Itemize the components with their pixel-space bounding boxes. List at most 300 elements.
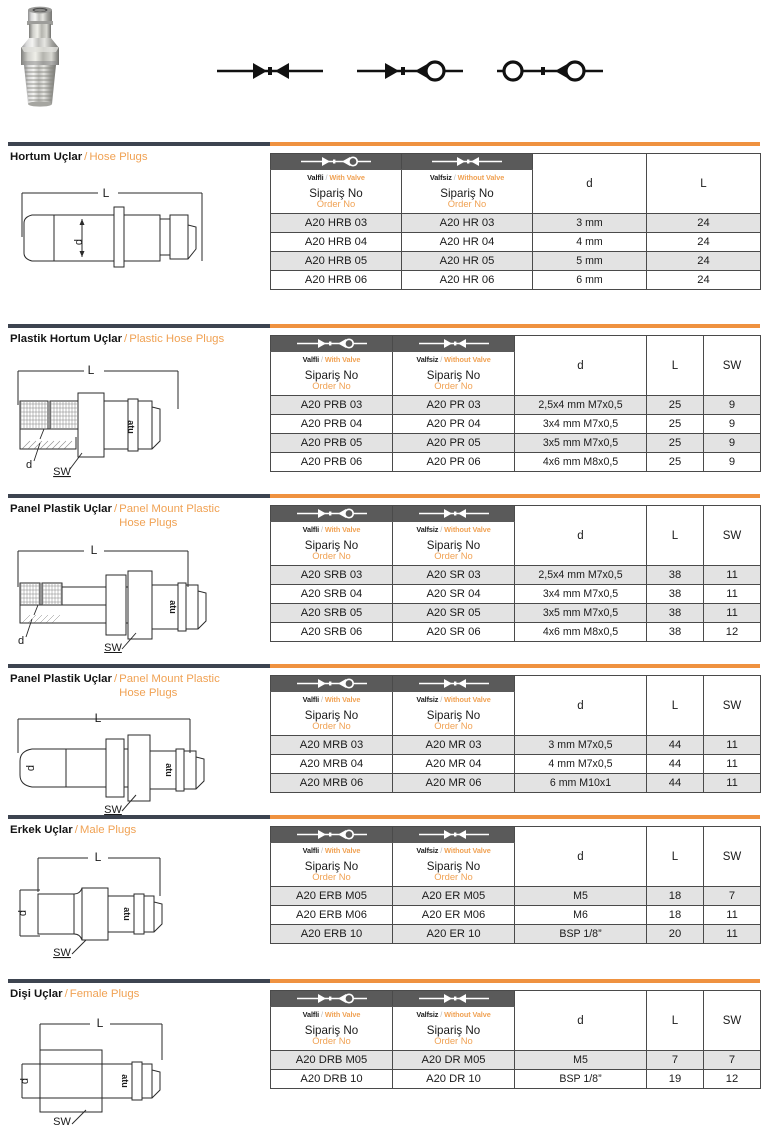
- cell-SW: 9: [704, 415, 761, 434]
- section-title-hose-plugs: Hortum Uçlar / Hose Plugs: [10, 151, 148, 163]
- cell-L: 20: [647, 925, 704, 944]
- header-order-en: Order No: [312, 549, 351, 561]
- brand-mark: atu: [120, 1074, 130, 1088]
- header-order-no-with-valve: [271, 858, 393, 887]
- header-order-no-without-valve: [402, 185, 533, 214]
- cell-d: 6 mm M10x1: [515, 774, 647, 793]
- cell-L: 25: [647, 396, 704, 415]
- cell-without-valve: A20 ER M05: [393, 887, 515, 906]
- header-order-tr: Sipariş No: [426, 708, 481, 722]
- panel-plastic-plug-drawing: [10, 541, 240, 653]
- header-order-no-with-valve: [271, 537, 393, 566]
- header-valve-with: [271, 170, 402, 186]
- header-valve-without-en: Without Valve: [444, 846, 491, 855]
- cell-L: 18: [647, 906, 704, 925]
- header-valve-without: [393, 692, 515, 708]
- cell-with-valve: A20 PRB 03: [271, 396, 393, 415]
- header-order-no-with-valve: [271, 1022, 393, 1051]
- section-title-en: Male Plugs: [79, 824, 137, 836]
- male-plug-drawing: [10, 844, 240, 959]
- cell-with-valve: A20 DRB 10: [271, 1070, 393, 1089]
- header-valve-with-en: With Valve: [324, 1010, 361, 1019]
- table-row: [271, 585, 761, 604]
- table-row: [271, 623, 761, 642]
- section-title-male-plugs: Erkek Uçlar / Male Plugs: [10, 824, 137, 836]
- cell-with-valve: A20 SRB 04: [271, 585, 393, 604]
- header-valve-with-en: With Valve: [324, 525, 361, 534]
- header-valve-without-tr: Valfsiz: [429, 173, 452, 182]
- section-title-panel-plastic-sr: Panel Plastik Uçlar / Panel Mount Plastic Hose Plugs: [10, 503, 250, 530]
- divider-dark: [8, 494, 270, 498]
- header-valve-with-en: With Valve: [324, 355, 361, 364]
- cell-L: 18: [647, 887, 704, 906]
- cell-L: 38: [647, 604, 704, 623]
- cell-without-valve: A20 ER M06: [393, 906, 515, 925]
- coupling-symbol-with-valve: [355, 58, 465, 84]
- cell-without-valve: A20 PR 04: [393, 415, 515, 434]
- header-sep: /: [325, 173, 328, 182]
- cell-L: 38: [647, 566, 704, 585]
- section-title-tr: Hortum Uçlar: [10, 151, 83, 163]
- header-order-en: Order No: [312, 719, 351, 731]
- dimension-label-L: L: [96, 1016, 104, 1031]
- header-d: d: [515, 991, 647, 1051]
- table-row: [271, 736, 761, 755]
- cell-SW: 9: [704, 434, 761, 453]
- header-symbol-without-valve: [393, 827, 515, 843]
- section-title-tr: Dişi Uçlar: [10, 988, 63, 1000]
- table-row: [271, 774, 761, 793]
- coupling-symbol-both-valve: [495, 58, 605, 84]
- cell-without-valve: A20 PR 06: [393, 453, 515, 472]
- cell-SW: 9: [704, 396, 761, 415]
- header-d: d: [533, 154, 647, 214]
- section-title-tr: Plastik Hortum Uçlar: [10, 333, 123, 345]
- header-valve-without-tr: Valfsiz: [416, 525, 439, 534]
- header-SW: SW: [704, 506, 761, 566]
- header-order-tr: Sipariş No: [304, 859, 359, 873]
- cell-L: 19: [647, 1070, 704, 1089]
- cell-d: 3x5 mm M7x0,5: [515, 434, 647, 453]
- header-order-en: Order No: [434, 1034, 473, 1046]
- header-valve-with: [271, 692, 393, 708]
- header-order-no-without-valve: [393, 707, 515, 736]
- header-valve-without: [393, 843, 515, 859]
- section-title-female-plugs: Dişi Uçlar / Female Plugs: [10, 988, 140, 1000]
- section-divider: [0, 977, 768, 986]
- divider-orange: [270, 324, 760, 328]
- header-symbol-with-valve: [271, 827, 393, 843]
- header-symbol-without-valve: [393, 336, 515, 352]
- header-valve-without: [393, 352, 515, 368]
- header-valve-without-tr: Valfsiz: [416, 846, 439, 855]
- cell-L: 44: [647, 755, 704, 774]
- cell-L: 25: [647, 453, 704, 472]
- header-valve-without-tr: Valfsiz: [416, 695, 439, 704]
- header-sep: /: [321, 1010, 323, 1019]
- cell-without-valve: A20 SR 05: [393, 604, 515, 623]
- divider-orange: [270, 664, 760, 668]
- divider-dark: [8, 142, 270, 146]
- header-order-tr: Sipariş No: [426, 1023, 481, 1037]
- header-order-en: Order No: [434, 719, 473, 731]
- header-d: d: [515, 676, 647, 736]
- header-sep: /: [321, 525, 323, 534]
- spec-table-hose-plugs: [270, 153, 761, 290]
- cell-SW: 12: [704, 1070, 761, 1089]
- section-title-en: Female Plugs: [69, 988, 140, 1000]
- dimension-label-SW: SW: [53, 466, 71, 478]
- cell-with-valve: A20 PRB 05: [271, 434, 393, 453]
- dimension-label-L: L: [87, 363, 95, 378]
- header-d: d: [515, 506, 647, 566]
- header-L: L: [647, 336, 704, 396]
- header-symbol-without-valve: [393, 991, 515, 1007]
- section-plastic-hose-plugs: [0, 322, 768, 492]
- section-divider: [0, 140, 768, 149]
- cell-with-valve: A20 MRB 06: [271, 774, 393, 793]
- table-row: [271, 271, 761, 290]
- header-valve-with-en: With Valve: [324, 846, 361, 855]
- header-order-en: Order No: [316, 197, 356, 209]
- cell-SW: 11: [704, 906, 761, 925]
- section-panel-plastic-mr: [0, 662, 768, 813]
- cell-with-valve: A20 DRB M05: [271, 1051, 393, 1070]
- spec-table-female-plugs: [270, 990, 761, 1089]
- cell-L: 24: [647, 252, 761, 271]
- cell-without-valve: A20 SR 06: [393, 623, 515, 642]
- header-d: d: [515, 336, 647, 396]
- cell-L: 24: [647, 233, 761, 252]
- header-L: L: [647, 991, 704, 1051]
- header-symbol-with-valve: [271, 154, 402, 170]
- header-order-en: Order No: [312, 870, 351, 882]
- cell-with-valve: A20 ERB M06: [271, 906, 393, 925]
- table-row: [271, 604, 761, 623]
- dimension-label-SW: SW: [104, 804, 122, 815]
- panel-plastic-plug-long-drawing: [10, 711, 240, 815]
- header-order-en: Order No: [312, 1034, 351, 1046]
- cell-L: 44: [647, 736, 704, 755]
- header-valve-without-en: Without Valve: [457, 173, 505, 182]
- cell-without-valve: A20 MR 03: [393, 736, 515, 755]
- table-row: [271, 887, 761, 906]
- header-L: L: [647, 506, 704, 566]
- header-order-tr: Sipariş No: [304, 1023, 359, 1037]
- table-row: [271, 453, 761, 472]
- cell-d: 3 mm: [533, 214, 647, 233]
- cell-with-valve: A20 SRB 03: [271, 566, 393, 585]
- brand-mark: atu: [164, 763, 174, 777]
- header-SW: SW: [704, 827, 761, 887]
- header-order-tr: Sipariş No: [304, 538, 359, 552]
- coupling-symbol-row: [215, 58, 575, 92]
- header-sep: /: [440, 1010, 443, 1019]
- header-order-en: Order No: [312, 379, 351, 391]
- cell-d: BSP 1/8”: [515, 1070, 647, 1089]
- female-plug-drawing: [10, 1008, 240, 1126]
- cell-d: 4x6 mm M8x0,5: [515, 623, 647, 642]
- divider-dark: [8, 324, 270, 328]
- header-sep: /: [321, 846, 323, 855]
- table-row: [271, 906, 761, 925]
- dimension-label-SW: SW: [104, 642, 122, 653]
- cell-d: 2,5x4 mm M7x0,5: [515, 566, 647, 585]
- table-row: [271, 396, 761, 415]
- table-row: [271, 925, 761, 944]
- cell-SW: 11: [704, 925, 761, 944]
- header-symbol-with-valve: [271, 506, 393, 522]
- header-valve-with: [271, 352, 393, 368]
- cell-d: 4 mm: [533, 233, 647, 252]
- section-hose-plugs: [0, 140, 768, 322]
- header-d: d: [515, 827, 647, 887]
- header-valve-without-tr: Valfsiz: [416, 355, 439, 364]
- header-valve-without: [402, 170, 533, 186]
- header-L: L: [647, 827, 704, 887]
- divider-dark: [8, 664, 270, 668]
- section-title-tr: Panel Plastik Uçlar: [10, 503, 112, 515]
- cell-L: 25: [647, 415, 704, 434]
- cell-d: 5 mm: [533, 252, 647, 271]
- cell-SW: 7: [704, 1051, 761, 1070]
- cell-L: 24: [647, 271, 761, 290]
- header-order-no-with-valve: [271, 367, 393, 396]
- header-valve-with-tr: Valfli: [307, 173, 324, 182]
- divider-dark: [8, 979, 270, 983]
- coupling-symbol-without-valve: [215, 58, 325, 84]
- cell-with-valve: A20 PRB 04: [271, 415, 393, 434]
- dimension-label-SW: SW: [53, 947, 71, 959]
- dimension-label-d: d: [17, 635, 25, 647]
- cell-without-valve: A20 PR 05: [393, 434, 515, 453]
- cell-without-valve: A20 HR 03: [402, 214, 533, 233]
- header-valve-without-en: Without Valve: [444, 1010, 491, 1019]
- cell-without-valve: A20 HR 06: [402, 271, 533, 290]
- header-sep: /: [321, 355, 323, 364]
- dimension-label-SW: SW: [53, 1116, 71, 1126]
- dimension-label-d: d: [73, 238, 85, 246]
- header-valve-with: [271, 1007, 393, 1023]
- cell-d: 3x5 mm M7x0,5: [515, 604, 647, 623]
- cell-with-valve: A20 MRB 03: [271, 736, 393, 755]
- header-symbol-without-valve: [393, 676, 515, 692]
- header-symbol-with-valve: [271, 676, 393, 692]
- header-valve-with-tr: Valfli: [302, 846, 320, 855]
- spec-table-panel-plastic-mr: [270, 675, 761, 793]
- header-order-tr: Sipariş No: [304, 368, 359, 382]
- cell-d: 2,5x4 mm M7x0,5: [515, 396, 647, 415]
- section-title-en: Panel Mount Plastic Hose Plugs: [119, 673, 220, 699]
- section-title-en: Hose Plugs: [89, 151, 148, 163]
- brand-mark: atu: [168, 600, 178, 614]
- header-SW: SW: [704, 676, 761, 736]
- header-valve-with-tr: Valfli: [302, 1010, 320, 1019]
- cell-without-valve: A20 HR 05: [402, 252, 533, 271]
- section-title-en: Panel Mount Plastic Hose Plugs: [119, 503, 220, 529]
- header-sep: /: [321, 695, 323, 704]
- header-order-tr: Sipariş No: [304, 708, 359, 722]
- cell-d: BSP 1/8”: [515, 925, 647, 944]
- header-sep: /: [440, 846, 443, 855]
- dimension-label-L: L: [90, 543, 98, 558]
- table-row: [271, 233, 761, 252]
- cell-with-valve: A20 MRB 04: [271, 755, 393, 774]
- cell-d: M5: [515, 1051, 647, 1070]
- section-title-tr: Erkek Uçlar: [10, 824, 73, 836]
- cell-SW: 11: [704, 585, 761, 604]
- cell-L: 7: [647, 1051, 704, 1070]
- dimension-label-L: L: [94, 850, 102, 865]
- cell-d: M6: [515, 906, 647, 925]
- top-banner: [0, 0, 768, 140]
- divider-orange: [270, 979, 760, 983]
- dimension-label-L: L: [102, 186, 110, 200]
- male-plug-product-photo: [8, 4, 72, 108]
- header-order-tr: Sipariş No: [426, 368, 481, 382]
- header-SW: SW: [704, 336, 761, 396]
- header-sep: /: [440, 695, 443, 704]
- spec-table-panel-plastic-sr: [270, 505, 761, 642]
- section-female-plugs: [0, 977, 768, 1132]
- table-row: [271, 434, 761, 453]
- table-row: [271, 415, 761, 434]
- cell-d: 4x6 mm M8x0,5: [515, 453, 647, 472]
- cell-with-valve: A20 PRB 06: [271, 453, 393, 472]
- divider-orange: [270, 142, 760, 146]
- spec-table-plastic-hose-plugs: [270, 335, 761, 472]
- header-valve-with-tr: Valfli: [302, 695, 320, 704]
- cell-with-valve: A20 HRB 06: [271, 271, 402, 290]
- section-title-en: Plastic Hose Plugs: [129, 333, 225, 345]
- table-row: [271, 755, 761, 774]
- cell-L: 38: [647, 623, 704, 642]
- header-order-tr: Sipariş No: [309, 186, 363, 200]
- header-order-no-with-valve: [271, 707, 393, 736]
- header-valve-with: [271, 522, 393, 538]
- cell-L: 44: [647, 774, 704, 793]
- cell-SW: 7: [704, 887, 761, 906]
- cell-d: 3x4 mm M7x0,5: [515, 415, 647, 434]
- header-L: L: [647, 154, 761, 214]
- cell-with-valve: A20 SRB 05: [271, 604, 393, 623]
- header-sep: /: [453, 173, 456, 182]
- header-symbol-without-valve: [393, 506, 515, 522]
- table-row: [271, 252, 761, 271]
- divider-orange: [270, 494, 760, 498]
- header-valve-without-en: Without Valve: [444, 525, 491, 534]
- header-valve-without-en: Without Valve: [444, 355, 491, 364]
- cell-without-valve: A20 SR 04: [393, 585, 515, 604]
- section-divider: [0, 813, 768, 822]
- header-symbol-with-valve: [271, 336, 393, 352]
- table-row: [271, 1051, 761, 1070]
- cell-SW: 12: [704, 623, 761, 642]
- section-divider: [0, 662, 768, 671]
- header-order-tr: Sipariş No: [426, 859, 481, 873]
- header-valve-with-en: With Valve: [324, 695, 361, 704]
- header-order-tr: Sipariş No: [426, 538, 481, 552]
- section-title-plastic-hose-plugs: Plastik Hortum Uçlar / Plastic Hose Plugs: [10, 333, 225, 345]
- dimension-label-L: L: [94, 711, 102, 726]
- dimension-label-d: d: [17, 909, 29, 917]
- cell-SW: 11: [704, 755, 761, 774]
- cell-L: 25: [647, 434, 704, 453]
- section-title-panel-plastic-mr: Panel Plastik Uçlar / Panel Mount Plastic Hose Plugs: [10, 673, 250, 700]
- table-row: [271, 566, 761, 585]
- header-symbol-with-valve: [271, 991, 393, 1007]
- header-valve-with: [271, 843, 393, 859]
- cell-without-valve: A20 MR 06: [393, 774, 515, 793]
- cell-with-valve: A20 HRB 04: [271, 233, 402, 252]
- cell-with-valve: A20 HRB 03: [271, 214, 402, 233]
- cell-SW: 11: [704, 566, 761, 585]
- header-valve-with-tr: Valfli: [302, 355, 320, 364]
- header-order-no-without-valve: [393, 537, 515, 566]
- header-order-en: Order No: [434, 870, 473, 882]
- header-order-en: Order No: [434, 379, 473, 391]
- dimension-label-d: d: [25, 764, 37, 772]
- header-sep: /: [440, 525, 443, 534]
- header-valve-without: [393, 522, 515, 538]
- header-order-en: Order No: [447, 197, 487, 209]
- header-order-en: Order No: [434, 549, 473, 561]
- divider-dark: [8, 815, 270, 819]
- header-valve-without-tr: Valfsiz: [416, 1010, 439, 1019]
- header-SW: SW: [704, 991, 761, 1051]
- cell-without-valve: A20 HR 04: [402, 233, 533, 252]
- table-row: [271, 1070, 761, 1089]
- header-order-tr: Sipariş No: [440, 186, 494, 200]
- header-order-no-without-valve: [393, 858, 515, 887]
- cell-SW: 11: [704, 736, 761, 755]
- section-title-tr: Panel Plastik Uçlar: [10, 673, 112, 685]
- cell-with-valve: A20 HRB 05: [271, 252, 402, 271]
- header-valve-with-tr: Valfli: [302, 525, 320, 534]
- cell-without-valve: A20 DR M05: [393, 1051, 515, 1070]
- cell-L: 24: [647, 214, 761, 233]
- cell-without-valve: A20 ER 10: [393, 925, 515, 944]
- brand-mark: atu: [122, 907, 132, 921]
- section-male-plugs: [0, 813, 768, 977]
- plastic-hose-plug-drawing: [10, 357, 240, 482]
- cell-without-valve: A20 PR 03: [393, 396, 515, 415]
- cell-with-valve: A20 SRB 06: [271, 623, 393, 642]
- header-symbol-without-valve: [402, 154, 533, 170]
- section-panel-plastic-sr: [0, 492, 768, 662]
- cell-d: 3x4 mm M7x0,5: [515, 585, 647, 604]
- dimension-label-d: d: [19, 1077, 31, 1085]
- cell-SW: 11: [704, 774, 761, 793]
- section-divider: [0, 492, 768, 501]
- header-valve-without-en: Without Valve: [444, 695, 491, 704]
- section-divider: [0, 322, 768, 331]
- cell-L: 38: [647, 585, 704, 604]
- header-valve-with-en: With Valve: [329, 173, 365, 182]
- cell-d: 3 mm M7x0,5: [515, 736, 647, 755]
- cell-without-valve: A20 MR 04: [393, 755, 515, 774]
- header-valve-without: [393, 1007, 515, 1023]
- cell-with-valve: A20 ERB M05: [271, 887, 393, 906]
- cell-SW: 11: [704, 604, 761, 623]
- dimension-label-d: d: [25, 459, 33, 471]
- header-order-no-with-valve: [271, 185, 402, 214]
- brand-mark: atu: [126, 420, 136, 434]
- cell-SW: 9: [704, 453, 761, 472]
- cell-with-valve: A20 ERB 10: [271, 925, 393, 944]
- cell-d: 6 mm: [533, 271, 647, 290]
- header-sep: /: [440, 355, 443, 364]
